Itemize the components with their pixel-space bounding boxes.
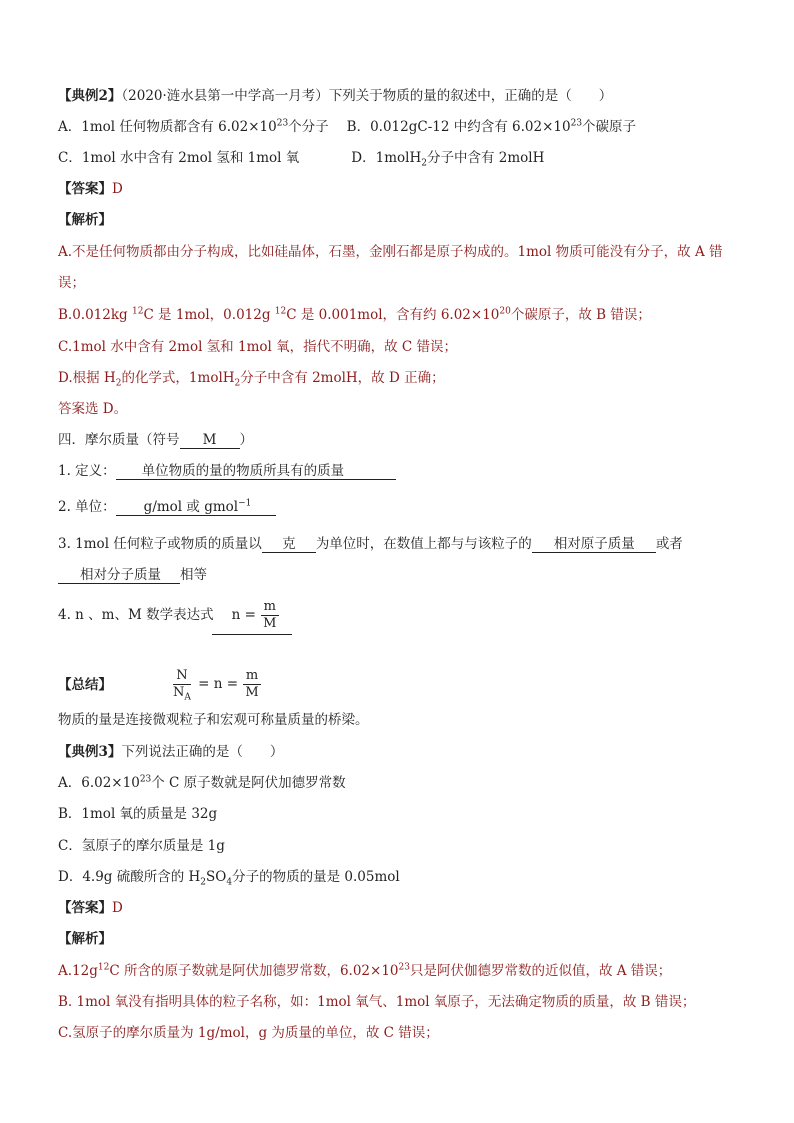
option-a: A．1mol 任何物质都含有 $6.02\times 10^{23}$个分子: [58, 118, 329, 135]
example3-analysis-a: $A.12g^{12}C$ 所含的原子数就是阿伏加德罗常数，$6.02\times 10^{23}$只是阿伏伽德罗常数的近似值，故 A 错误；: [58, 962, 672, 979]
example3-option-d: D．4.9g 硫酸所含的 $H_2SO_4$分子的物质的量是 0.05mol: [58, 869, 400, 888]
unit-blank: g/mol 或 gmol$^{-1}$: [116, 499, 276, 516]
section4-heading: 四．摩尔质量（符号 M ）: [58, 432, 253, 448]
summary-formula: $\frac{N}{N_A}$ = n = $\frac{m}{M}$: [170, 668, 262, 701]
option-d: D．1molH$_2$分子中含有 2molH: [351, 150, 545, 169]
example2-analysis-tag: 【解析】: [58, 212, 112, 228]
example2-options-ab: [58, 118, 636, 136]
blank-relative-atomic-mass: 相对原子质量: [532, 536, 656, 553]
example2-tag: 【典例2】: [58, 88, 122, 104]
summary-text: 物质的量是连接微观粒子和宏观可称量质量的桥梁。: [58, 712, 369, 728]
formula-m-over-M: $\frac{m}{M}$: [260, 599, 279, 632]
blank-relative-molecular-mass: 相对分子质量: [58, 567, 180, 584]
analysis-a: A.不是任何物质都由分子构成，比如硅晶体，石墨，金刚石都是原子构成的。1mol 物质可能没有分子，故 A 错: [58, 244, 723, 260]
analysis-b: B.0.012kg $^{12}$C 是 1mol，0.012g $^{12}$C 是 0.001mol，含有约 $6.02\times 10^{20}$个碳原子，故 B 错误；: [58, 306, 651, 323]
analysis-c: C.1mol 水中含有 2mol 氢和 1mol 氧，指代不明确，故 C 错误；: [58, 339, 458, 355]
analysis-a-cont: 误；: [58, 275, 85, 291]
option-b: B．0.012gC-12 中约含有 $6.02\times 10^{23}$个碳原子: [346, 118, 637, 135]
example3-question: 【典例3】下列说法正确的是（ ）: [58, 744, 284, 760]
example2-question: 【典例2】（2020·涟水县第一中学高一月考）下列关于物质的量的叙述中，正确的是（ ）: [58, 88, 613, 104]
example3-answer: 【答案】D: [58, 900, 123, 916]
example3-analysis-tag: 【解析】: [58, 931, 112, 947]
point3-line: 3. 1mol 任何粒子或物质的质量以 克 为单位时，在数值上都与与该粒子的 相对原子质量 或者: [58, 536, 683, 552]
example3-option-b: B．1mol 氧的质量是 32g: [58, 806, 218, 822]
point4-line: 4. n 、m、M 数学表达式 n = $\frac{m}{M}$: [58, 599, 279, 632]
definition-line: 1. 定义： 单位物质的量的物质所具有的质量: [58, 462, 396, 480]
analysis-conclusion: 答案选 D。: [58, 401, 128, 417]
example3-option-c: C．氢原子的摩尔质量是 1g: [58, 838, 225, 854]
example2-source: （2020·涟水县第一中学高一月考）: [121, 88, 329, 104]
example2-options-cd: [58, 149, 544, 167]
point4-blank-line: [212, 634, 292, 635]
symbol-blank: M: [180, 432, 240, 449]
example3-analysis-c: C.氢原子的摩尔质量为 1g/mol，g 为质量的单位，故 C 错误；: [58, 1025, 439, 1041]
unit-line: 2. 单位： g/mol 或 gmol$^{-1}$: [58, 498, 276, 516]
definition-blank: 单位物质的量的物质所具有的质量: [116, 463, 396, 480]
analysis-d: D.根据 $H_2$的化学式，1molH$_2$分子中含有 2molH，故 D 正确；: [58, 370, 445, 389]
summary-tag: 【总结】: [58, 677, 112, 693]
option-c: C．1mol 水中含有 2mol 氢和 1mol 氧: [58, 150, 300, 166]
example3-option-a: A．$6.02\times 10^{23}$个 C 原子数就是阿伏加德罗常数: [58, 774, 346, 791]
blank-gram: 克: [262, 536, 316, 553]
example3-analysis-b: B. 1mol 氧没有指明具体的粒子名称，如：1mol 氧气、1mol 氧原子，无法确定物质的质量，故 B 错误；: [58, 994, 696, 1010]
point3-cont: 相对分子质量 相等: [58, 566, 207, 584]
example2-answer: 【答案】D: [58, 181, 123, 197]
